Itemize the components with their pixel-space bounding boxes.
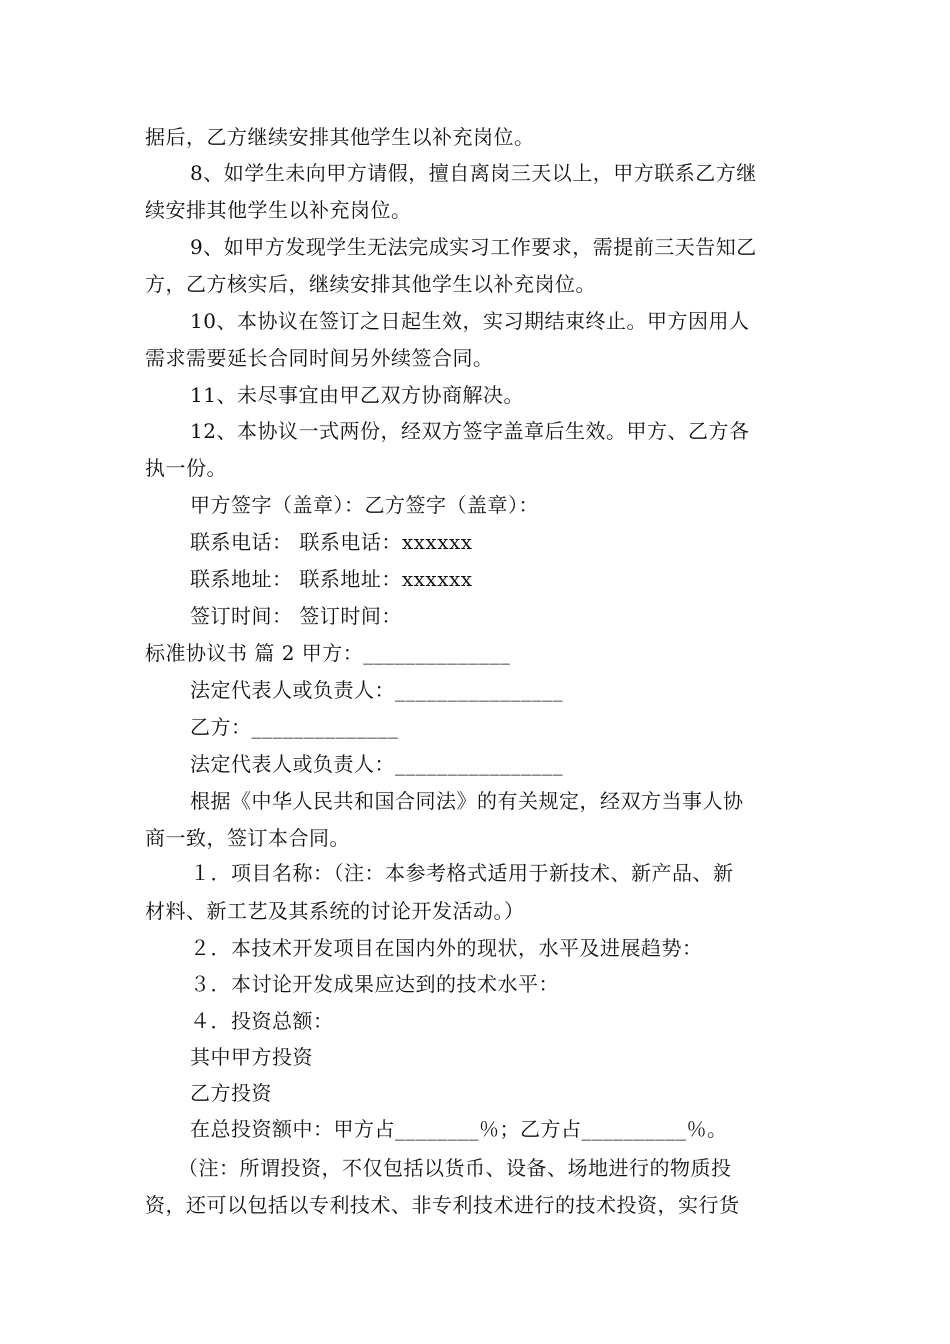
clause-10-line-1: 10、本协议在签订之日起生效，实习期结束终止。甲方因用人 (190, 309, 750, 333)
contact-phone-line: 联系电话： 联系电话：xxxxxx (190, 530, 473, 554)
preamble-line-1: 根据《中华人民共和国合同法》的有关规定，经双方当事人协 (190, 789, 744, 813)
party-b-representative: 法定代表人或负责人：________________ (190, 752, 563, 776)
party-b-investment: 乙方投资 (190, 1081, 272, 1105)
note-line-2: 资，还可以包括以专利技术、非专利技术进行的技术投资，实行货 (145, 1193, 740, 1217)
investment-share-line: 在总投资额中：甲方占________％；乙方占__________％。 (190, 1117, 728, 1141)
clause-8-line-2: 续安排其他学生以补充岗位。 (145, 198, 412, 222)
item-3: ３．本讨论开发成果应达到的技术水平： (190, 972, 559, 996)
clause-9-line-1: 9、如甲方发现学生无法完成实习工作要求，需提前三天告知乙 (190, 235, 757, 259)
clause-9-line-2: 方，乙方核实后，继续安排其他学生以补充岗位。 (145, 272, 596, 296)
preamble-line-2: 商一致，签订本合同。 (145, 826, 350, 850)
clause-12-line-1: 12、本协议一式两份，经双方签字盖章后生效。甲方、乙方各 (190, 419, 750, 443)
sign-date-line: 签订时间： 签订时间： (190, 604, 402, 628)
item-1-line-1: １．项目名称：（注：本参考格式适用于新技术、新产品、新 (190, 861, 734, 885)
paragraph-line: 据后，乙方继续安排其他学生以补充岗位。 (145, 125, 535, 149)
party-b-line: 乙方：______________ (190, 715, 399, 739)
item-4: ４．投资总额： (190, 1009, 334, 1033)
item-1-line-2: 材料、新工艺及其系统的讨论开发活动。） (145, 899, 525, 923)
contact-address-line: 联系地址： 联系地址：xxxxxx (190, 567, 473, 591)
clause-8-line-1: 8、如学生未向甲方请假，擅自离岗三天以上，甲方联系乙方继 (190, 161, 757, 185)
clause-11: 11、未尽事宜由甲乙双方协商解决。 (190, 383, 524, 407)
item-2: ２．本技术开发项目在国内外的现状，水平及进展趋势： (190, 936, 703, 960)
clause-12-line-2: 执一份。 (145, 456, 227, 480)
signature-line: 甲方签字（盖章）：乙方签字（盖章）： (190, 493, 539, 517)
note-line-1: （注：所谓投资，不仅包括以货币、设备、场地进行的物质投 (178, 1156, 732, 1180)
party-a-investment: 其中甲方投资 (190, 1045, 313, 1069)
clause-10-line-2: 需求需要延长合同时间另外续签合同。 (145, 346, 494, 370)
section-heading-party-a: 标准协议书 篇 2 甲方：______________ (145, 641, 511, 665)
party-a-representative: 法定代表人或负责人：________________ (190, 678, 563, 702)
